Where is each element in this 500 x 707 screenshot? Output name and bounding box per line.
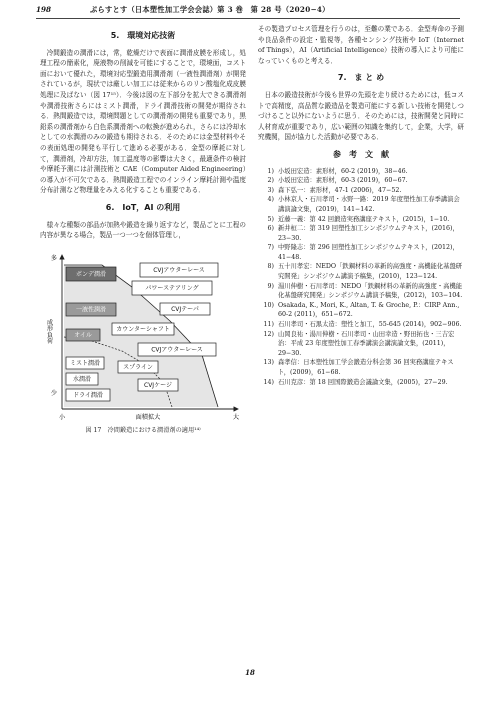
diagram-box-label: ミスト潤滑 [69, 359, 101, 367]
reference-number: 11) [263, 321, 274, 329]
reference-item [258, 215, 464, 225]
running-header [36, 4, 460, 19]
figure-caption: 図 17 冷間鍛造における潤滑剤の適用¹⁴⁾ [85, 426, 201, 434]
reference-number: 3) [267, 186, 274, 194]
reference-text: 小坂田宏造：素形材，60-3 (2019)，60−67. [278, 177, 408, 185]
section-5-heading: 5. 環境対応技術 [110, 31, 176, 40]
journal-title: ぷらすとす（日本塑性加工学会会誌）第 3 巻 第 28 号（2020−4） [90, 5, 330, 14]
reference-item [258, 243, 464, 262]
x-high-label: 大 [232, 413, 240, 421]
reference-text: 湯川伸樹・石川孝司：NEDO「鉄鋼材料の革新的高強度・高機能化基盤研究開発」シンポジウム講演予稿集，(2012)，103−104. [278, 282, 463, 300]
diagram-box-label: スプライン [123, 363, 153, 371]
reference-list [258, 167, 464, 388]
reference-text: 近藤一義：第 42 回鍛造実務講座テキスト，(2015)，1−10. [278, 215, 450, 223]
section-6-heading: 6. IoT，AI の利用 [105, 202, 181, 212]
summary-paragraph: 日本の鍛造技術が今後も世界の先頭を走り続けるためには，低コストで高精度，高品質な鍛造品を製造可能にする新しい技術を開発しつづけること以外にないように思う．そのためには，技術開発と同時に人材育成が重要であり，広い範囲の知識を集約して，企業，大学，研究機関，国が協力した活動が必要である． [258, 90, 464, 142]
reference-number: 5) [267, 215, 274, 223]
diagram-box-label: ボンデ潤滑 [75, 270, 107, 278]
reference-text: 山岡良祐・湯川伸樹・石川孝司・山田幸造・野田拓也・三吉宏治：平成 23 年度塑性加工春季講演会講演論文集，(2011)，29−30. [278, 330, 455, 357]
reference-item [258, 282, 464, 301]
reference-item [258, 195, 464, 214]
reference-text: 石川孝司・石黒太造：塑性と加工，55-645 (2014)，902−906. [278, 321, 462, 329]
reference-item [258, 262, 464, 281]
reference-number: 4) [267, 196, 274, 204]
reference-number: 10) [263, 301, 274, 309]
diagram-box-label: パワーステアリング [145, 284, 199, 292]
reference-number: 7) [267, 244, 274, 252]
reference-text: Osakada, K., Mori, K., Altan, T. & Groche, P.：CIRP Ann., 60-2 (2011)，651−672. [278, 301, 460, 319]
reference-item [258, 378, 464, 388]
x-axis-title: 面積拡大 [135, 413, 161, 421]
reference-number: 14) [263, 378, 274, 386]
header-page-number: 198 [36, 5, 52, 14]
reference-number: 12) [263, 330, 274, 338]
y-axis-title: 成形負荷 [45, 318, 53, 344]
reference-text: 小坂田宏造：素形材，60-2 (2019)，38−46. [278, 167, 408, 175]
y-low-label: 少 [50, 389, 58, 397]
y-high-label: 多 [50, 254, 58, 262]
reference-item [258, 167, 464, 177]
x-low-label: 小 [58, 413, 66, 421]
reference-number: 1) [267, 167, 274, 175]
reference-number: 6) [267, 225, 274, 233]
reference-number: 2) [267, 177, 274, 185]
diagram-box-label: カウンターシャフト [116, 325, 170, 333]
reference-text: 森孝信：日本塑性加工学会鍛造分科会第 36 回実務講座テキスト，(2009)，61−68. [278, 359, 454, 376]
reference-number: 9) [267, 282, 274, 290]
diagram-box-label: CVJアウターレース [151, 346, 203, 354]
left-column [40, 24, 246, 436]
reference-item [258, 224, 464, 243]
reference-item [258, 358, 464, 377]
reference-text: 小林京人・石川孝司・水野一路：2019 年度塑性加工春季講演会講演論文集，(2019)，141−142. [278, 196, 460, 213]
references-heading: 参 考 文 献 [333, 149, 389, 159]
reference-item [258, 301, 464, 320]
reference-number: 13) [263, 359, 274, 367]
reference-item [258, 330, 464, 359]
figure-17 [40, 247, 246, 437]
reference-text: 石川克彦：第 18 回国際鍛造会議論文集，(2005)，27−29. [278, 378, 448, 386]
reference-text: 五十川孝宏：NEDO「鉄鋼材料の革新的高強度・高機能化基盤研究開発」シンポジウム講演予稿集，(2010)，123−124. [278, 263, 463, 281]
diagram-box-label: CVJケージ [144, 381, 172, 389]
reference-item [258, 186, 464, 196]
reference-text: 中野隆志：第 296 回塑性加工シンポジウムテキスト，(2012)，41−48. [278, 244, 459, 261]
diagram-box-label: 一液性潤滑 [75, 306, 107, 314]
footer-page-number: 18 [245, 668, 255, 677]
reference-text: 新井桓二：第 319 回塑性加工シンポジウムテキスト，(2016)，23−30. [278, 225, 459, 242]
reference-text: 森下弘一：素形材，47-1 (2006)，47−52. [278, 186, 402, 194]
reference-item [258, 320, 464, 330]
lubrication-diagram [40, 247, 246, 425]
section-5-paragraph: 冷間鍛造の潤滑には，常，乾燥だけで表面に潤滑皮膜を形成し，処理工程の簡素化，廃液物の削減を可能にすることで，環境面，コスト面において優れた，環境対応型鍛造用潤滑剤（一液性潤滑剤）が開発されているが，現状では厳しい加工には従来からのリン酸塩化成皮膜処理に及ばない（図 17¹⁵）．今後は図の左下部分を拡大できる潤滑剤や潤滑技術さらにはミスト潤滑，ドライ潤滑技術の開発が期待される．熱間鍛造では，環境問題としての潤滑剤の開発も重要であり，黒鉛系の潤滑剤から白色系潤滑剤への転換が進められ，さらには冷却水としての水潤滑のみの鍛造も期待される．そのためには金型材料やその表面処理の開発も平行して進める必要がある．金型の摩耗に対して，潤滑剤，冷却方法，加工温度等の影響は大きく，最適条件の検討や摩耗予測には計測技術と CAE（Computer Aided Engineering）の導入が不可欠である．熱間鍛造工程でのインライン摩耗計測や温度分布計測など物理量をみえる化することも重要である． [40, 48, 246, 195]
section-7-heading: 7. ま と め [337, 73, 385, 83]
diagram-box-label: オイル [74, 331, 92, 339]
section-6-paragraph: 様々な種類の部品が加熱や鍛造を繰り返すなど，製品ごとに工程の内容が異なる場合，製品一つ一つを個体管理し， [40, 220, 246, 240]
reference-number: 8) [267, 263, 274, 271]
continued-paragraph: その製造プロセス管理を行うのは，至難の業である．金型寿命の予測や良品条件の設定・監視等，各種センシング技術や IoT（Internet of Things），AI（Artificial Intelligence）技術の導入により可能になっていくものと考える． [258, 25, 464, 65]
diagram-box-label: 水潤滑 [72, 375, 92, 383]
reference-item [258, 176, 464, 186]
diagram-box-label: ドライ潤滑 [73, 391, 103, 399]
right-column [258, 24, 464, 387]
diagram-box-label: CVJアウターレース [153, 266, 205, 274]
diagram-box-label: CVJテーパ [171, 305, 199, 313]
